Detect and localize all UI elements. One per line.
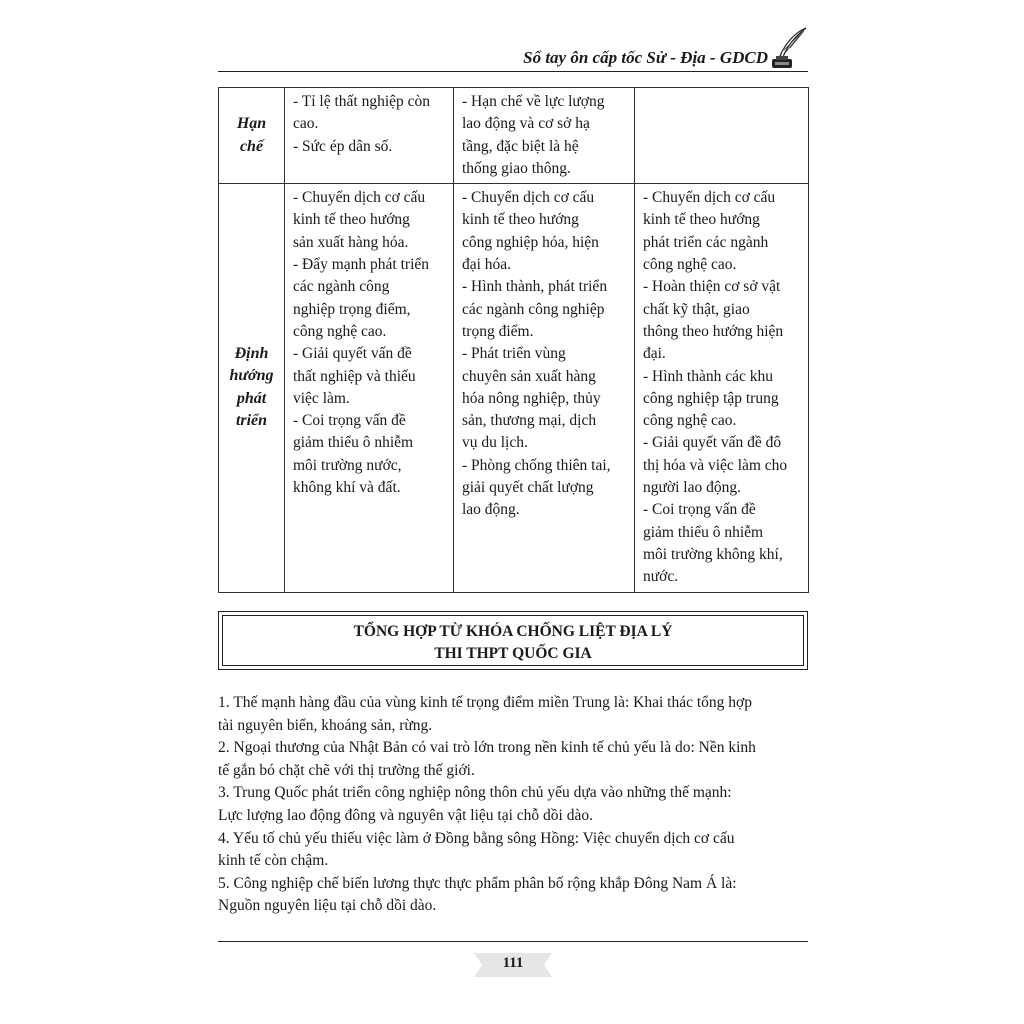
table-cell	[635, 88, 809, 184]
table-body	[219, 88, 809, 593]
cell-text-line: cao.	[293, 115, 319, 133]
cell-text-line: chất kỹ thật, giao	[643, 300, 750, 318]
cell-text-line: đại.	[643, 345, 666, 363]
cell-text-line: - Phát triển vùng	[462, 345, 566, 363]
cell-text-line: nghiệp trọng điểm,	[293, 300, 411, 318]
cell-text-line: đại hóa.	[462, 256, 512, 274]
cell-text-line: công nghiệp hóa, hiện	[462, 233, 599, 251]
cell-text-line: công nghệ cao.	[643, 412, 737, 430]
cell-text-line: - Sức ép dân số.	[293, 137, 393, 155]
cell-text-line: vụ du lịch.	[462, 434, 528, 452]
header-title: Sổ tay ôn cấp tốc Sử - Địa - GDCD	[523, 48, 768, 67]
cell-text-line: giảm thiểu ô nhiễm	[293, 434, 414, 452]
cell-text-line: - Hạn chế về lực lượng	[462, 93, 605, 110]
cell-text-line: các ngành công	[293, 278, 390, 296]
page-number: 111	[502, 955, 524, 971]
quill-inkpot-icon	[766, 26, 808, 70]
cell-text-line: nước.	[643, 568, 679, 586]
list-item-line: Nguồn nguyên liệu tại chỗ dồi dào.	[218, 897, 437, 915]
cell-text-line: thất nghiệp và thiếu	[293, 367, 416, 385]
list-item-line: 3. Trung Quốc phát triển công nghiệp nông thôn chủ yếu dựa vào những thế mạnh:	[218, 784, 732, 802]
row-heading-word: chế	[239, 137, 264, 155]
cell-text-line: công nghệ cao.	[643, 256, 737, 274]
cell-text-line: kinh tế theo hướng	[643, 211, 760, 229]
row-heading	[219, 88, 285, 184]
comparison-table	[218, 87, 809, 593]
cell-text-line: môi trường nước,	[293, 456, 402, 474]
table-row	[219, 184, 809, 592]
list-item	[218, 828, 808, 873]
cell-text-line: lao động và cơ sở hạ	[462, 115, 590, 133]
list-item	[218, 737, 808, 782]
table-cell	[454, 88, 635, 184]
row-heading-word: phát	[236, 389, 267, 407]
list-item-line: tài nguyên biển, khoáng sản, rừng.	[218, 716, 433, 734]
cell-text-line: giải quyết chất lượng	[462, 479, 594, 497]
keyword-list	[218, 692, 808, 918]
cell-text-line: chuyên sản xuất hàng	[462, 367, 596, 385]
cell-text-line: kinh tế theo hướng	[462, 211, 579, 229]
list-item-line: 2. Ngoại thương của Nhật Bản có vai trò lớn trong nền kinh tế chủ yếu là do: Nền kinh	[218, 739, 756, 757]
table-cell	[285, 184, 454, 592]
table-cell	[285, 88, 454, 184]
list-item-line: 4. Yếu tố chủ yếu thiếu việc làm ở Đồng bằng sông Hồng: Việc chuyển dịch cơ cấu	[218, 829, 735, 847]
cell-text-line: thống giao thông.	[462, 159, 571, 177]
cell-text-line: tầng, đặc biệt là hệ	[462, 137, 579, 155]
list-item	[218, 692, 808, 737]
cell-text-line: các ngành công nghiệp	[462, 300, 605, 318]
cell-text-line: - Phòng chống thiên tai,	[462, 456, 611, 474]
cell-text-line: - Coi trọng vấn đề	[643, 501, 756, 519]
table-row	[219, 88, 809, 184]
cell-text-line: - Hình thành, phát triển	[462, 278, 608, 296]
row-heading-word: Hạn	[236, 115, 267, 133]
section-banner	[218, 611, 808, 670]
table-cell	[454, 184, 635, 592]
row-heading	[219, 184, 285, 592]
row-heading-word: Định	[234, 344, 269, 362]
cell-text-line: hóa nông nghiệp, thủy	[462, 389, 601, 407]
table-cell	[635, 184, 809, 592]
page-number-badge	[474, 951, 552, 979]
banner-title-line-1: TỔNG HỢP TỪ KHÓA CHỐNG LIỆT ĐỊA LÝ	[353, 623, 673, 640]
list-item-line: 5. Công nghiệp chế biến lương thực thực phẩm phân bố rộng khắp Đông Nam Á là:	[218, 874, 737, 892]
list-item-line: tế gắn bó chặt chẽ với thị trường thế giới.	[218, 761, 475, 779]
list-item-line: Lực lượng lao động đông và nguyên vật liệu tại chỗ dồi dào.	[218, 806, 593, 824]
cell-text-line: - Chuyển dịch cơ cấu	[293, 189, 426, 207]
cell-text-line: - Coi trọng vấn đề	[293, 412, 406, 430]
cell-text-line: sản xuất hàng hóa.	[293, 233, 409, 251]
cell-text-line: người lao động.	[643, 479, 741, 497]
row-heading-word: triển	[235, 412, 268, 430]
list-item-line: 1. Thế mạnh hàng đầu của vùng kinh tế trọng điểm miền Trung là: Khai thác tổng hợp	[218, 694, 752, 711]
cell-text-line: kinh tế theo hướng	[293, 211, 410, 229]
cell-text-line: - Giải quyết vấn đề đô	[643, 434, 782, 452]
cell-text-line: thông theo hướng hiện	[643, 322, 784, 340]
cell-text-line: - Chuyển dịch cơ cấu	[643, 189, 776, 207]
cell-text-line: giảm thiểu ô nhiễm	[643, 523, 764, 541]
cell-text-line: - Chuyển dịch cơ cấu	[462, 189, 595, 207]
cell-text-line: môi trường không khí,	[643, 545, 783, 563]
list-item	[218, 782, 808, 827]
cell-text-line: thị hóa và việc làm cho	[643, 456, 788, 474]
banner-inner-frame	[222, 615, 804, 666]
cell-text-line: công nghệ cao.	[293, 322, 387, 340]
cell-text-line: phát triển các ngành	[643, 233, 769, 251]
cell-text-line: - Hoàn thiện cơ sở vật	[643, 278, 781, 296]
cell-text-line: trọng điểm.	[462, 322, 534, 340]
cell-text-line: - Tỉ lệ thất nghiệp còn	[293, 93, 431, 110]
cell-text-line: lao động.	[462, 501, 520, 519]
header-rule	[218, 71, 808, 72]
list-item	[218, 873, 808, 918]
cell-text-line: việc làm.	[293, 389, 350, 407]
cell-text-line: sản, thương mại, dịch	[462, 412, 597, 430]
list-item-line: kinh tế còn chậm.	[218, 852, 329, 870]
cell-text-line: công nghiệp tập trung	[643, 389, 779, 407]
banner-title-line-2: THI THPT QUỐC GIA	[434, 645, 592, 662]
cell-text-line: không khí và đất.	[293, 479, 401, 497]
cell-text-line: - Hình thành các khu	[643, 367, 773, 385]
running-header	[218, 46, 808, 72]
footer-rule	[218, 941, 808, 942]
row-heading-word: hướng	[229, 367, 274, 385]
cell-text-line: - Giải quyết vấn đề	[293, 345, 412, 363]
cell-text-line: - Đẩy mạnh phát triển	[293, 256, 430, 274]
